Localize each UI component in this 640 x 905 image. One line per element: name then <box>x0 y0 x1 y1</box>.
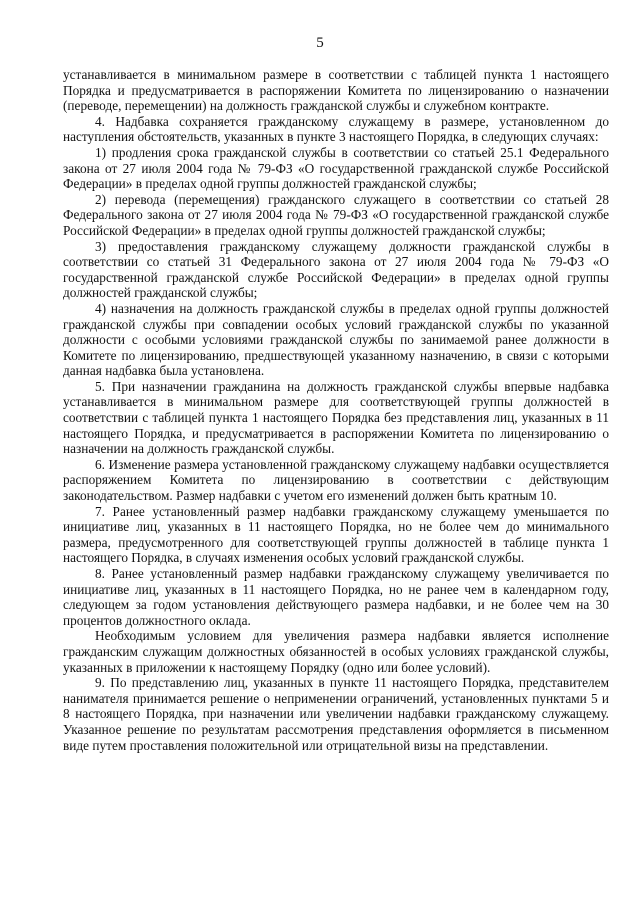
paragraph-continuation: устанавливается в минимальном размере в соответствии с таблицей пункта 1 настоящего Порядка и предусматривается в распоряжении Комитета по лицензированию о назначении (переводе, перемещении) на должность гражданской службы и служебном контракте. <box>63 67 609 114</box>
paragraph-subitem-1: 1) продления срока гражданской службы в соответствии со статьей 25.1 Федерального закона от 27 июля 2004 года № 79-ФЗ «О государственной гражданской службе Российской Федерации» в пределах одной группы должностей гражданской службы; <box>63 144 609 192</box>
paragraph-subitem-3: 3) предоставления гражданскому служащему должности гражданской службы в соответствии со статьей 31 Федерального закона от 27 июля 2004 года № 79-ФЗ «О государственной гражданской службе Российской Федерации» в пределах одной группы должностей гражданской службы; <box>63 238 609 301</box>
paragraph-condition: Необходимым условием для увеличения размера надбавки является исполнение гражданским служащим должностных обязанностей в особых условиях гражданской службы, указанных в приложении к настоящему Порядку (одно или более условий). <box>63 628 609 675</box>
paragraph-item-6: 6. Изменение размера установленной гражданскому служащему надбавки осуществляется распоряжением Комитета по лицензированию в соответствии с действующим законодательством. Размер надбавки с учетом его изменений должен быть кратным 10. <box>63 456 609 504</box>
paragraph-item-8: 8. Ранее установленный размер надбавки гражданскому служащему увеличивается по инициативе лиц, указанных в 11 настоящего Порядка, но не ранее чем в календарном году, следующем за годом установления действующего размера надбавки, и не более чем на 30 процентов должностного оклада. <box>63 566 609 628</box>
paragraph-subitem-4: 4) назначения на должность гражданской службы в пределах одной группы должностей гражданской службы при совпадении особых условий гражданской службы по указанной должности с особыми условиями гражданской службы по занимаемой ранее должности в Комитете по лицензированию, предшествующей указанному назначению, в связи с которыми данная надбавка была установлена. <box>63 300 609 379</box>
paragraph-item-9: 9. По представлению лиц, указанных в пункте 11 настоящего Порядка, представителем нанимателя принимается решение о неприменении ограничений, установленных пунктами 5 и 8 настоящего Порядка, при назначении или увеличении надбавки гражданскому служащему. Указанное решение по результатам рассмотрения представления оформляется в письменном виде путем проставления положительной или отрицательной визы на представлении. <box>63 675 609 753</box>
paragraph-subitem-2: 2) перевода (перемещения) гражданского служащего в соответствии со статьей 28 Федерального закона от 27 июля 2004 года № 79-ФЗ «О государственной гражданской службе Российской Федерации» в пределах одной группы должностей гражданской службы; <box>63 191 609 238</box>
paragraph-item-4: 4. Надбавка сохраняется гражданскому служащему в размере, установленном до наступления обстоятельств, указанных в пункте 3 настоящего Порядка, в следующих случаях: <box>63 113 609 145</box>
paragraph-item-7: 7. Ранее установленный размер надбавки гражданскому служащему уменьшается по инициативе лиц, указанных в 11 настоящего Порядка, но не более чем до минимального размера, предусмотренного для соответствующей группы должностей в таблице пункта 1 настоящего Порядка, в случаях изменения особых условий гражданской службы. <box>63 503 609 566</box>
paragraph-item-5: 5. При назначении гражданина на должность гражданской службы впервые надбавка устанавливается в минимальном размере для соответствующей группы должностей в соответствии с таблицей пункта 1 настоящего Порядка без представления лиц, указанных в 11 настоящего Порядка, и предусматривается в распоряжении Комитета по лицензированию о назначении на должность гражданской службы. <box>63 378 609 457</box>
page-number: 5 <box>316 35 324 51</box>
document-body <box>63 67 609 753</box>
